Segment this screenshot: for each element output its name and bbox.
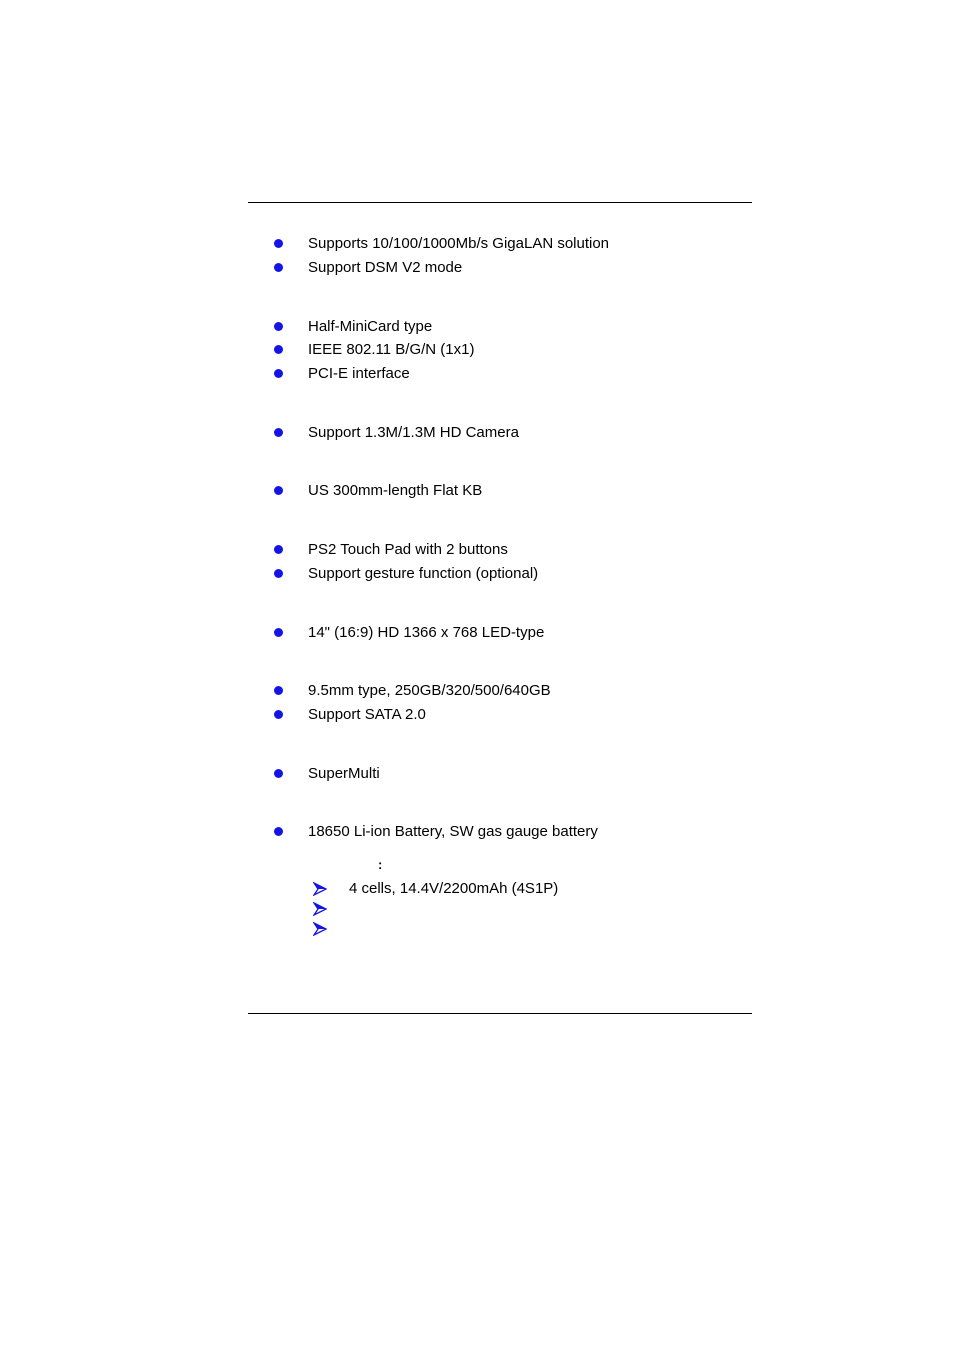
arrowhead-bullet-icon — [313, 922, 327, 936]
list-item-label: Supports 10/100/1000Mb/s GigaLAN solution — [308, 235, 610, 252]
list-item-label: Support DSM V2 mode — [308, 259, 463, 276]
battery-note-mark: : — [378, 857, 383, 872]
bullet-icon — [274, 769, 283, 778]
bottom-rule — [248, 1013, 752, 1014]
bullet-icon — [274, 545, 283, 554]
list-item-label: 18650 Li-ion Battery, SW gas gauge battery — [308, 823, 598, 840]
list-item-label: Support SATA 2.0 — [308, 706, 426, 723]
bullet-icon — [274, 628, 283, 637]
list-item-label: 14" (16:9) HD 1366 x 768 LED-type — [308, 624, 545, 641]
list-item-label: Half-MiniCard type — [308, 318, 433, 335]
list-item-label: PS2 Touch Pad with 2 buttons — [308, 541, 508, 558]
bullet-icon — [274, 428, 283, 437]
list-item-label: US 300mm-length Flat KB — [308, 482, 483, 499]
bullet-icon — [274, 827, 283, 836]
bullet-icon — [274, 345, 283, 354]
bullet-icon — [274, 322, 283, 331]
list-item-label: IEEE 802.11 B/G/N (1x1) — [308, 341, 475, 358]
bullet-icon — [274, 369, 283, 378]
bullet-icon — [274, 263, 283, 272]
list-item-label: PCI-E interface — [308, 365, 410, 382]
bullet-icon — [274, 486, 283, 495]
bullet-icon — [274, 710, 283, 719]
bullet-icon — [274, 686, 283, 695]
list-item-label: Support 1.3M/1.3M HD Camera — [308, 424, 519, 441]
list-item-label: SuperMulti — [308, 765, 380, 782]
sub-list-item-label: 4 cells, 14.4V/2200mAh (4S1P) — [349, 880, 559, 897]
list-item-label: 9.5mm type, 250GB/320/500/640GB — [308, 682, 551, 699]
top-rule — [248, 202, 752, 203]
bullet-icon — [274, 569, 283, 578]
bullet-icon — [274, 239, 283, 248]
arrowhead-bullet-icon — [313, 882, 327, 896]
list-item-label: Support gesture function (optional) — [308, 565, 539, 582]
arrowhead-bullet-icon — [313, 902, 327, 916]
